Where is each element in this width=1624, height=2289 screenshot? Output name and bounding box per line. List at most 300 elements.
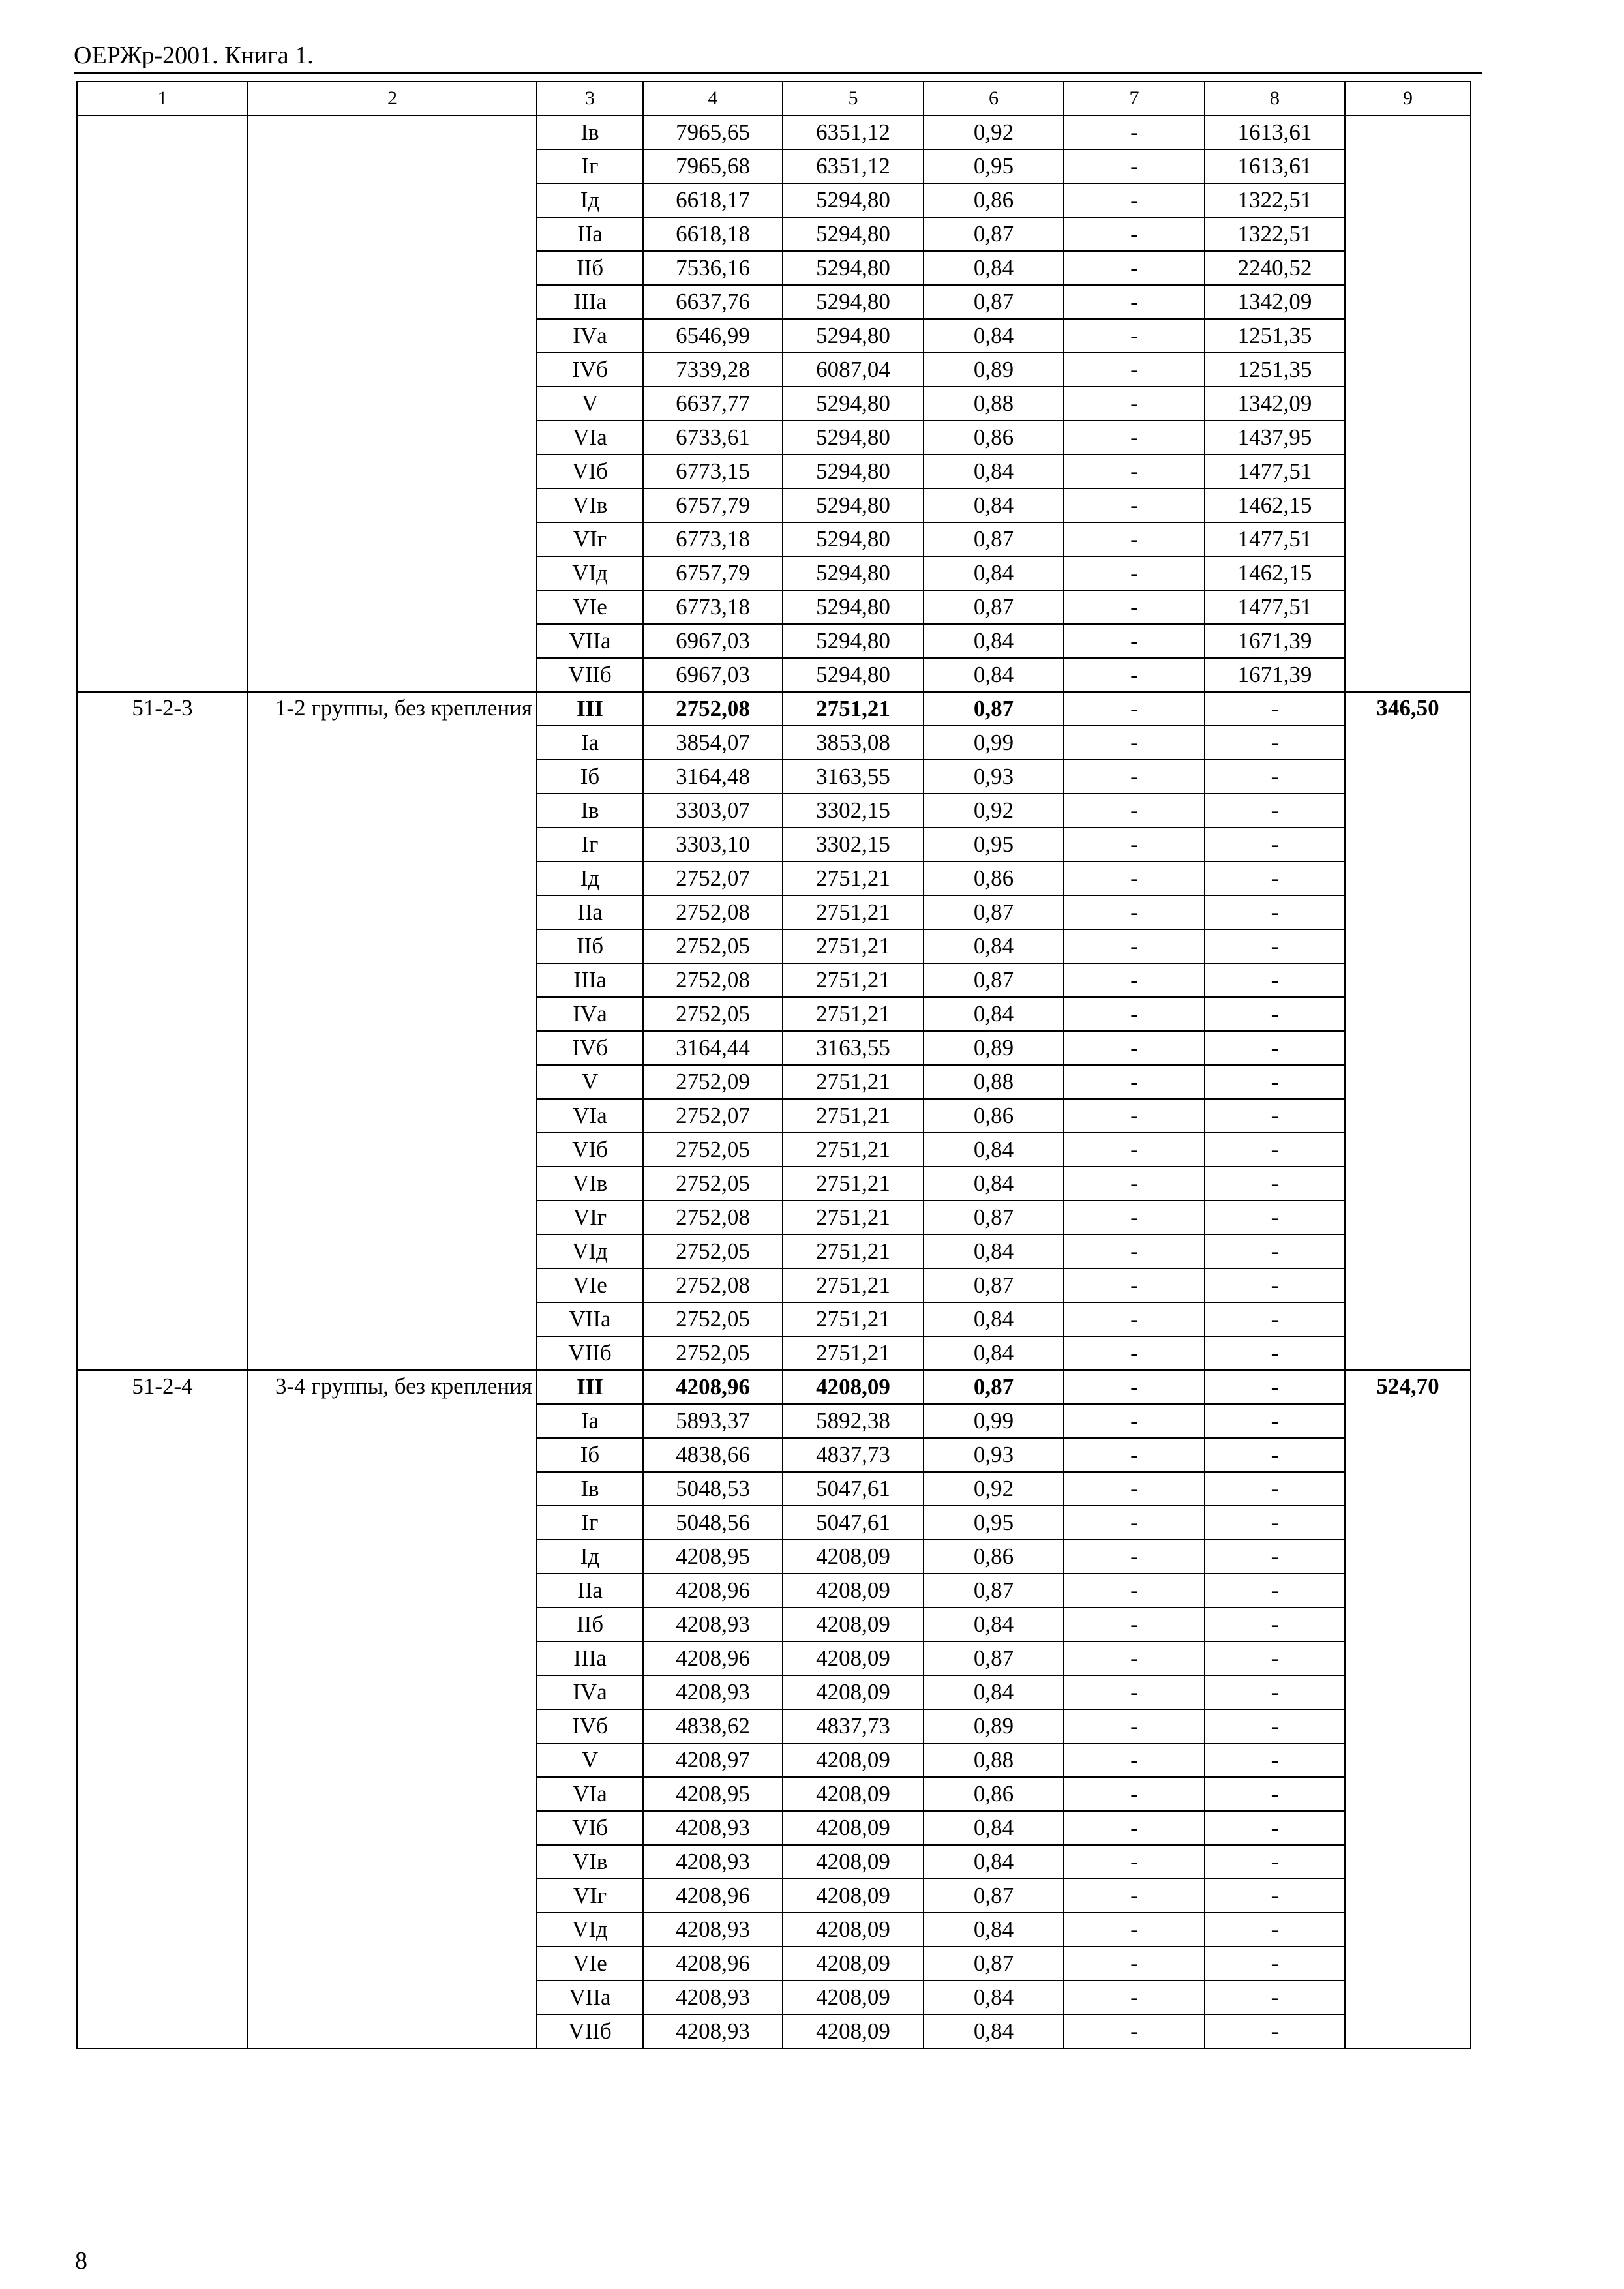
value-cell-c5: 2751,21 bbox=[783, 963, 924, 997]
value-cell-c4: 6773,18 bbox=[643, 522, 783, 556]
value-cell-c6: 0,92 bbox=[924, 794, 1064, 828]
value-cell-c7: - bbox=[1064, 1641, 1205, 1675]
value-cell-c8: 1613,61 bbox=[1205, 149, 1345, 183]
value-cell-c6: 0,87 bbox=[924, 217, 1064, 251]
section-code: 51-2-3 bbox=[77, 692, 248, 1370]
value-cell-c7: - bbox=[1064, 1947, 1205, 1981]
value-cell-c5: 6351,12 bbox=[783, 115, 924, 149]
value-cell-c4: 4208,93 bbox=[643, 1913, 783, 1947]
value-cell-c4: 2752,05 bbox=[643, 1336, 783, 1370]
value-cell-c6: 0,84 bbox=[924, 1913, 1064, 1947]
value-cell-c7: - bbox=[1064, 929, 1205, 963]
value-cell-c6: 0,86 bbox=[924, 861, 1064, 895]
class-cell: Iд bbox=[537, 183, 643, 217]
value-cell-c7: - bbox=[1064, 1031, 1205, 1065]
value-cell-c8: 1462,15 bbox=[1205, 556, 1345, 590]
value-cell-c7: - bbox=[1064, 726, 1205, 760]
value-cell-c7: - bbox=[1064, 1370, 1205, 1404]
value-cell-c8: - bbox=[1205, 1099, 1345, 1133]
value-cell-c5: 5294,80 bbox=[783, 387, 924, 421]
class-cell: IIа bbox=[537, 895, 643, 929]
value-cell-c7: - bbox=[1064, 1065, 1205, 1099]
value-cell-c5: 4208,09 bbox=[783, 1981, 924, 2014]
value-cell-c8: - bbox=[1205, 963, 1345, 997]
value-cell-c7: - bbox=[1064, 624, 1205, 658]
value-cell-c6: 0,93 bbox=[924, 760, 1064, 794]
value-cell-c7: - bbox=[1064, 794, 1205, 828]
value-cell-c7: - bbox=[1064, 895, 1205, 929]
class-cell: VIIа bbox=[537, 1981, 643, 2014]
value-cell-c8: - bbox=[1205, 1336, 1345, 1370]
value-cell-c4: 7965,65 bbox=[643, 115, 783, 149]
value-cell-c4: 2752,07 bbox=[643, 1099, 783, 1133]
value-cell-c5: 2751,21 bbox=[783, 1268, 924, 1302]
value-cell-c5: 3302,15 bbox=[783, 828, 924, 861]
value-cell-c4: 3303,10 bbox=[643, 828, 783, 861]
value-cell-c6: 0,84 bbox=[924, 251, 1064, 285]
value-cell-c6: 0,84 bbox=[924, 1133, 1064, 1167]
value-cell-c8: 1251,35 bbox=[1205, 319, 1345, 353]
class-cell: Iа bbox=[537, 1404, 643, 1438]
value-cell-c4: 7965,68 bbox=[643, 149, 783, 183]
value-cell-c8: 1342,09 bbox=[1205, 387, 1345, 421]
value-cell-c5: 2751,21 bbox=[783, 861, 924, 895]
value-cell-c5: 4208,09 bbox=[783, 1947, 924, 1981]
class-cell: Iа bbox=[537, 726, 643, 760]
value-cell-c8: 1477,51 bbox=[1205, 455, 1345, 488]
value-cell-c4: 4208,96 bbox=[643, 1879, 783, 1913]
value-cell-c7: - bbox=[1064, 861, 1205, 895]
value-cell-c6: 0,87 bbox=[924, 1574, 1064, 1608]
value-cell-c7: - bbox=[1064, 1099, 1205, 1133]
value-cell-c7: - bbox=[1064, 692, 1205, 726]
value-cell-c7: - bbox=[1064, 590, 1205, 624]
class-cell: IIб bbox=[537, 929, 643, 963]
value-cell-c6: 0,84 bbox=[924, 319, 1064, 353]
value-cell-c7: - bbox=[1064, 1540, 1205, 1574]
value-cell-c4: 6773,18 bbox=[643, 590, 783, 624]
value-cell-c6: 0,86 bbox=[924, 183, 1064, 217]
value-cell-c6: 0,87 bbox=[924, 285, 1064, 319]
value-cell-c5: 4208,09 bbox=[783, 1608, 924, 1641]
value-cell-c8: - bbox=[1205, 828, 1345, 861]
section-total: 524,70 bbox=[1345, 1370, 1471, 2048]
class-cell: III bbox=[537, 1370, 643, 1404]
value-cell-c8: 1342,09 bbox=[1205, 285, 1345, 319]
value-cell-c5: 3302,15 bbox=[783, 794, 924, 828]
value-cell-c6: 0,88 bbox=[924, 1065, 1064, 1099]
value-cell-c7: - bbox=[1064, 760, 1205, 794]
value-cell-c8: 1477,51 bbox=[1205, 522, 1345, 556]
value-cell-c5: 5294,80 bbox=[783, 319, 924, 353]
table-row bbox=[77, 692, 1471, 726]
value-cell-c4: 2752,09 bbox=[643, 1065, 783, 1099]
value-cell-c4: 2752,07 bbox=[643, 861, 783, 895]
value-cell-c4: 5048,56 bbox=[643, 1506, 783, 1540]
value-cell-c8: - bbox=[1205, 1777, 1345, 1811]
value-cell-c7: - bbox=[1064, 1234, 1205, 1268]
value-cell-c7: - bbox=[1064, 1167, 1205, 1201]
value-cell-c6: 0,84 bbox=[924, 624, 1064, 658]
section-code bbox=[77, 115, 248, 692]
value-cell-c6: 0,84 bbox=[924, 929, 1064, 963]
value-cell-c5: 5294,80 bbox=[783, 251, 924, 285]
value-cell-c6: 0,84 bbox=[924, 1302, 1064, 1336]
value-cell-c8: - bbox=[1205, 997, 1345, 1031]
value-cell-c4: 2752,05 bbox=[643, 1133, 783, 1167]
value-cell-c4: 4208,95 bbox=[643, 1540, 783, 1574]
value-cell-c7: - bbox=[1064, 1845, 1205, 1879]
value-cell-c8: - bbox=[1205, 1709, 1345, 1743]
class-cell: VIе bbox=[537, 1947, 643, 1981]
value-cell-c8: 1462,15 bbox=[1205, 488, 1345, 522]
value-cell-c7: - bbox=[1064, 319, 1205, 353]
value-cell-c8: - bbox=[1205, 1947, 1345, 1981]
value-cell-c7: - bbox=[1064, 2014, 1205, 2048]
value-cell-c4: 5893,37 bbox=[643, 1404, 783, 1438]
class-cell: VIа bbox=[537, 1099, 643, 1133]
value-cell-c6: 0,92 bbox=[924, 1472, 1064, 1506]
section-description: 3-4 группы, без крепления bbox=[248, 1370, 537, 2048]
class-cell: Iв bbox=[537, 1472, 643, 1506]
value-cell-c5: 5294,80 bbox=[783, 556, 924, 590]
value-cell-c4: 6733,61 bbox=[643, 421, 783, 455]
value-cell-c6: 0,87 bbox=[924, 522, 1064, 556]
value-cell-c7: - bbox=[1064, 488, 1205, 522]
value-cell-c4: 4208,96 bbox=[643, 1641, 783, 1675]
value-cell-c5: 2751,21 bbox=[783, 1133, 924, 1167]
value-cell-c5: 4208,09 bbox=[783, 1913, 924, 1947]
value-cell-c5: 5294,80 bbox=[783, 488, 924, 522]
class-cell: VIд bbox=[537, 556, 643, 590]
value-cell-c8: 1671,39 bbox=[1205, 624, 1345, 658]
value-cell-c4: 6637,76 bbox=[643, 285, 783, 319]
class-cell: VIг bbox=[537, 522, 643, 556]
column-header: 1 bbox=[77, 82, 248, 115]
value-cell-c8: 2240,52 bbox=[1205, 251, 1345, 285]
class-cell: Iг bbox=[537, 1506, 643, 1540]
page-number: 8 bbox=[75, 2247, 87, 2275]
value-cell-c4: 7339,28 bbox=[643, 353, 783, 387]
class-cell: VIб bbox=[537, 1133, 643, 1167]
value-cell-c6: 0,95 bbox=[924, 149, 1064, 183]
column-header: 2 bbox=[248, 82, 537, 115]
value-cell-c8: - bbox=[1205, 760, 1345, 794]
class-cell: VIе bbox=[537, 1268, 643, 1302]
value-cell-c5: 2751,21 bbox=[783, 1234, 924, 1268]
value-cell-c7: - bbox=[1064, 1201, 1205, 1234]
value-cell-c5: 6087,04 bbox=[783, 353, 924, 387]
value-cell-c6: 0,86 bbox=[924, 1099, 1064, 1133]
section-description: 1-2 группы, без крепления bbox=[248, 692, 537, 1370]
value-cell-c6: 0,89 bbox=[924, 1031, 1064, 1065]
value-cell-c7: - bbox=[1064, 658, 1205, 692]
value-cell-c6: 0,87 bbox=[924, 1641, 1064, 1675]
column-header: 8 bbox=[1205, 82, 1345, 115]
class-cell: IIIа bbox=[537, 285, 643, 319]
class-cell: IIа bbox=[537, 1574, 643, 1608]
value-cell-c4: 2752,05 bbox=[643, 1167, 783, 1201]
value-cell-c4: 4208,93 bbox=[643, 1608, 783, 1641]
value-cell-c5: 5294,80 bbox=[783, 522, 924, 556]
class-cell: IIа bbox=[537, 217, 643, 251]
column-number-row bbox=[77, 82, 1471, 115]
column-header: 9 bbox=[1345, 82, 1471, 115]
value-cell-c5: 5047,61 bbox=[783, 1506, 924, 1540]
value-cell-c4: 3854,07 bbox=[643, 726, 783, 760]
class-cell: IVа bbox=[537, 997, 643, 1031]
class-cell: III bbox=[537, 692, 643, 726]
value-cell-c7: - bbox=[1064, 1472, 1205, 1506]
value-cell-c7: - bbox=[1064, 455, 1205, 488]
value-cell-c4: 4838,66 bbox=[643, 1438, 783, 1472]
value-cell-c5: 5294,80 bbox=[783, 658, 924, 692]
value-cell-c5: 4208,09 bbox=[783, 2014, 924, 2048]
value-cell-c4: 4208,95 bbox=[643, 1777, 783, 1811]
value-cell-c6: 0,95 bbox=[924, 828, 1064, 861]
value-cell-c8: - bbox=[1205, 1743, 1345, 1777]
value-cell-c8: - bbox=[1205, 1675, 1345, 1709]
value-cell-c4: 6618,17 bbox=[643, 183, 783, 217]
class-cell: VIв bbox=[537, 488, 643, 522]
value-cell-c8: - bbox=[1205, 1065, 1345, 1099]
value-cell-c5: 4208,09 bbox=[783, 1574, 924, 1608]
value-cell-c4: 2752,08 bbox=[643, 692, 783, 726]
value-cell-c8: - bbox=[1205, 1574, 1345, 1608]
value-cell-c7: - bbox=[1064, 997, 1205, 1031]
value-cell-c5: 4208,09 bbox=[783, 1641, 924, 1675]
class-cell: IVа bbox=[537, 1675, 643, 1709]
value-cell-c6: 0,88 bbox=[924, 387, 1064, 421]
value-cell-c5: 3163,55 bbox=[783, 1031, 924, 1065]
value-cell-c4: 6773,15 bbox=[643, 455, 783, 488]
value-cell-c6: 0,84 bbox=[924, 997, 1064, 1031]
value-cell-c6: 0,84 bbox=[924, 1336, 1064, 1370]
class-cell: VIе bbox=[537, 590, 643, 624]
value-cell-c7: - bbox=[1064, 1675, 1205, 1709]
value-cell-c4: 3164,48 bbox=[643, 760, 783, 794]
value-cell-c5: 4208,09 bbox=[783, 1845, 924, 1879]
value-cell-c8: 1251,35 bbox=[1205, 353, 1345, 387]
class-cell: IIб bbox=[537, 1608, 643, 1641]
value-cell-c8: - bbox=[1205, 1879, 1345, 1913]
page-title: ОЕРЖр-2001. Книга 1. bbox=[74, 42, 314, 69]
value-cell-c7: - bbox=[1064, 285, 1205, 319]
value-cell-c6: 0,89 bbox=[924, 1709, 1064, 1743]
value-cell-c6: 0,88 bbox=[924, 1743, 1064, 1777]
value-cell-c8: - bbox=[1205, 1268, 1345, 1302]
value-cell-c4: 2752,05 bbox=[643, 1234, 783, 1268]
value-cell-c6: 0,86 bbox=[924, 1777, 1064, 1811]
value-cell-c7: - bbox=[1064, 1438, 1205, 1472]
value-cell-c6: 0,84 bbox=[924, 1981, 1064, 2014]
value-cell-c7: - bbox=[1064, 1981, 1205, 2014]
value-cell-c7: - bbox=[1064, 251, 1205, 285]
value-cell-c5: 5892,38 bbox=[783, 1404, 924, 1438]
value-cell-c4: 6967,03 bbox=[643, 658, 783, 692]
value-cell-c6: 0,87 bbox=[924, 1370, 1064, 1404]
class-cell: IVб bbox=[537, 1031, 643, 1065]
value-cell-c8: - bbox=[1205, 794, 1345, 828]
value-cell-c7: - bbox=[1064, 1743, 1205, 1777]
value-cell-c6: 0,87 bbox=[924, 1947, 1064, 1981]
value-cell-c5: 5294,80 bbox=[783, 590, 924, 624]
value-cell-c6: 0,87 bbox=[924, 590, 1064, 624]
value-cell-c8: 1322,51 bbox=[1205, 217, 1345, 251]
class-cell: VIг bbox=[537, 1879, 643, 1913]
value-cell-c7: - bbox=[1064, 556, 1205, 590]
rates-table bbox=[76, 81, 1471, 2049]
class-cell: IVб bbox=[537, 1709, 643, 1743]
value-cell-c4: 4208,93 bbox=[643, 1845, 783, 1879]
value-cell-c5: 4208,09 bbox=[783, 1777, 924, 1811]
class-cell: Iб bbox=[537, 760, 643, 794]
value-cell-c6: 0,89 bbox=[924, 353, 1064, 387]
class-cell: Iг bbox=[537, 828, 643, 861]
value-cell-c8: - bbox=[1205, 2014, 1345, 2048]
value-cell-c8: - bbox=[1205, 1981, 1345, 2014]
value-cell-c8: - bbox=[1205, 1031, 1345, 1065]
value-cell-c4: 4208,96 bbox=[643, 1947, 783, 1981]
value-cell-c8: - bbox=[1205, 1404, 1345, 1438]
class-cell: IIIа bbox=[537, 1641, 643, 1675]
value-cell-c4: 4208,96 bbox=[643, 1574, 783, 1608]
value-cell-c5: 6351,12 bbox=[783, 149, 924, 183]
class-cell: V bbox=[537, 387, 643, 421]
value-cell-c8: - bbox=[1205, 1167, 1345, 1201]
value-cell-c4: 6637,77 bbox=[643, 387, 783, 421]
value-cell-c6: 0,99 bbox=[924, 1404, 1064, 1438]
value-cell-c5: 4208,09 bbox=[783, 1743, 924, 1777]
value-cell-c7: - bbox=[1064, 115, 1205, 149]
value-cell-c8: - bbox=[1205, 1608, 1345, 1641]
class-cell: V bbox=[537, 1065, 643, 1099]
value-cell-c8: 1671,39 bbox=[1205, 658, 1345, 692]
value-cell-c6: 0,84 bbox=[924, 1167, 1064, 1201]
value-cell-c8: - bbox=[1205, 1913, 1345, 1947]
class-cell: VIа bbox=[537, 421, 643, 455]
value-cell-c4: 2752,08 bbox=[643, 895, 783, 929]
value-cell-c5: 4837,73 bbox=[783, 1709, 924, 1743]
value-cell-c7: - bbox=[1064, 522, 1205, 556]
value-cell-c5: 2751,21 bbox=[783, 895, 924, 929]
value-cell-c7: - bbox=[1064, 1336, 1205, 1370]
section-total bbox=[1345, 115, 1471, 692]
value-cell-c7: - bbox=[1064, 1777, 1205, 1811]
value-cell-c4: 7536,16 bbox=[643, 251, 783, 285]
value-cell-c4: 4208,93 bbox=[643, 1811, 783, 1845]
value-cell-c4: 4208,97 bbox=[643, 1743, 783, 1777]
value-cell-c6: 0,84 bbox=[924, 1811, 1064, 1845]
class-cell: VIв bbox=[537, 1167, 643, 1201]
value-cell-c6: 0,84 bbox=[924, 488, 1064, 522]
value-cell-c6: 0,92 bbox=[924, 115, 1064, 149]
header-rule bbox=[74, 72, 1482, 74]
value-cell-c5: 5294,80 bbox=[783, 624, 924, 658]
value-cell-c6: 0,84 bbox=[924, 2014, 1064, 2048]
value-cell-c5: 2751,21 bbox=[783, 1065, 924, 1099]
section-total: 346,50 bbox=[1345, 692, 1471, 1370]
class-cell: IVб bbox=[537, 353, 643, 387]
value-cell-c4: 2752,05 bbox=[643, 1302, 783, 1336]
value-cell-c5: 5294,80 bbox=[783, 285, 924, 319]
value-cell-c6: 0,87 bbox=[924, 1268, 1064, 1302]
value-cell-c6: 0,99 bbox=[924, 726, 1064, 760]
value-cell-c6: 0,87 bbox=[924, 1879, 1064, 1913]
class-cell: VIд bbox=[537, 1913, 643, 1947]
value-cell-c5: 2751,21 bbox=[783, 929, 924, 963]
column-header: 4 bbox=[643, 82, 783, 115]
value-cell-c7: - bbox=[1064, 183, 1205, 217]
value-cell-c4: 2752,05 bbox=[643, 929, 783, 963]
value-cell-c8: - bbox=[1205, 1472, 1345, 1506]
value-cell-c4: 3164,44 bbox=[643, 1031, 783, 1065]
value-cell-c5: 3853,08 bbox=[783, 726, 924, 760]
section-code: 51-2-4 bbox=[77, 1370, 248, 2048]
value-cell-c6: 0,93 bbox=[924, 1438, 1064, 1472]
value-cell-c7: - bbox=[1064, 1811, 1205, 1845]
value-cell-c8: - bbox=[1205, 929, 1345, 963]
value-cell-c7: - bbox=[1064, 353, 1205, 387]
column-header: 6 bbox=[924, 82, 1064, 115]
value-cell-c8: - bbox=[1205, 1133, 1345, 1167]
value-cell-c7: - bbox=[1064, 1879, 1205, 1913]
value-cell-c6: 0,84 bbox=[924, 658, 1064, 692]
value-cell-c5: 5294,80 bbox=[783, 455, 924, 488]
class-cell: IIб bbox=[537, 251, 643, 285]
value-cell-c8: 1322,51 bbox=[1205, 183, 1345, 217]
value-cell-c7: - bbox=[1064, 1608, 1205, 1641]
value-cell-c5: 4208,09 bbox=[783, 1675, 924, 1709]
value-cell-c6: 0,86 bbox=[924, 421, 1064, 455]
value-cell-c6: 0,84 bbox=[924, 556, 1064, 590]
class-cell: VIб bbox=[537, 1811, 643, 1845]
value-cell-c7: - bbox=[1064, 421, 1205, 455]
value-cell-c4: 6618,18 bbox=[643, 217, 783, 251]
class-cell: VIд bbox=[537, 1234, 643, 1268]
value-cell-c4: 2752,08 bbox=[643, 963, 783, 997]
value-cell-c7: - bbox=[1064, 828, 1205, 861]
class-cell: VIIб bbox=[537, 2014, 643, 2048]
value-cell-c8: - bbox=[1205, 1845, 1345, 1879]
class-cell: Iв bbox=[537, 794, 643, 828]
value-cell-c4: 2752,08 bbox=[643, 1201, 783, 1234]
class-cell: VIг bbox=[537, 1201, 643, 1234]
value-cell-c8: - bbox=[1205, 1234, 1345, 1268]
column-header: 7 bbox=[1064, 82, 1205, 115]
value-cell-c5: 2751,21 bbox=[783, 1302, 924, 1336]
value-cell-c7: - bbox=[1064, 1506, 1205, 1540]
value-cell-c5: 2751,21 bbox=[783, 1336, 924, 1370]
class-cell: VIIб bbox=[537, 1336, 643, 1370]
class-cell: Iб bbox=[537, 1438, 643, 1472]
value-cell-c5: 2751,21 bbox=[783, 1201, 924, 1234]
value-cell-c8: - bbox=[1205, 692, 1345, 726]
value-cell-c5: 4208,09 bbox=[783, 1811, 924, 1845]
value-cell-c8: 1477,51 bbox=[1205, 590, 1345, 624]
value-cell-c4: 3303,07 bbox=[643, 794, 783, 828]
section-description bbox=[248, 115, 537, 692]
class-cell: IVа bbox=[537, 319, 643, 353]
value-cell-c7: - bbox=[1064, 1404, 1205, 1438]
value-cell-c7: - bbox=[1064, 149, 1205, 183]
table-row bbox=[77, 115, 1471, 149]
column-header: 5 bbox=[783, 82, 924, 115]
value-cell-c7: - bbox=[1064, 1268, 1205, 1302]
value-cell-c5: 2751,21 bbox=[783, 1167, 924, 1201]
value-cell-c6: 0,84 bbox=[924, 1675, 1064, 1709]
value-cell-c7: - bbox=[1064, 963, 1205, 997]
